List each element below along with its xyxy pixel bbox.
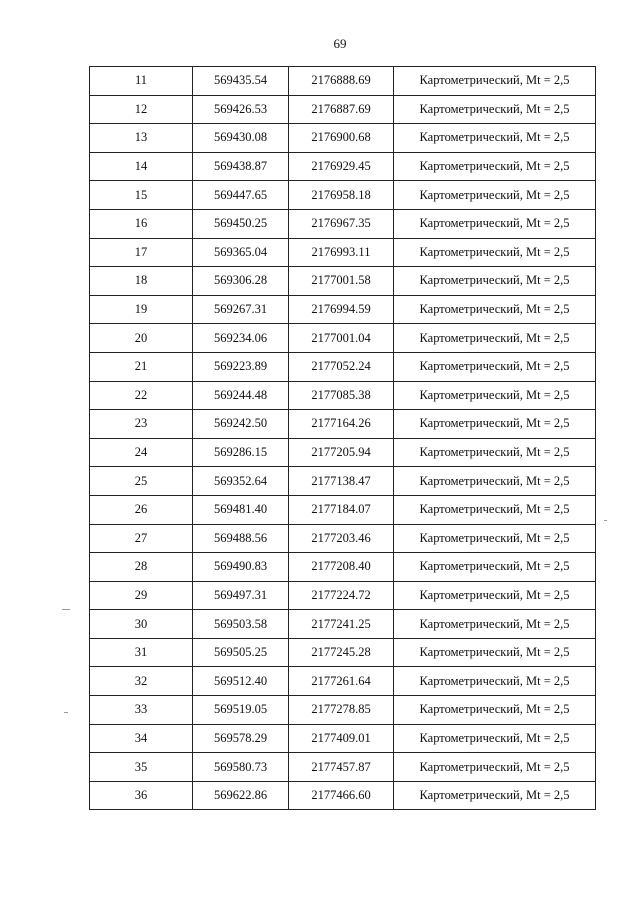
table-row: [90, 724, 596, 753]
method-cell: Картометрический, Mt = 2,5: [394, 324, 596, 353]
method-cell: Картометрический, Mt = 2,5: [394, 696, 596, 725]
point-number-cell: 14: [90, 152, 193, 181]
method-cell: Картометрический, Mt = 2,5: [394, 553, 596, 582]
table-row: [90, 152, 596, 181]
x-coordinate-cell: 569447.65: [193, 181, 289, 210]
y-coordinate-cell: 2176887.69: [289, 95, 394, 124]
x-coordinate-cell: 569306.28: [193, 267, 289, 296]
x-coordinate-cell: 569519.05: [193, 696, 289, 725]
x-coordinate-cell: 569435.54: [193, 67, 289, 96]
y-coordinate-cell: 2177245.28: [289, 638, 394, 667]
table-row: [90, 124, 596, 153]
point-number-cell: 36: [90, 781, 193, 810]
table-row: [90, 381, 596, 410]
table-row: [90, 581, 596, 610]
y-coordinate-cell: 2176900.68: [289, 124, 394, 153]
point-number-cell: 16: [90, 209, 193, 238]
table-row: [90, 467, 596, 496]
point-number-cell: 23: [90, 410, 193, 439]
method-cell: Картометрический, Mt = 2,5: [394, 438, 596, 467]
x-coordinate-cell: 569503.58: [193, 610, 289, 639]
y-coordinate-cell: 2177208.40: [289, 553, 394, 582]
table-row: [90, 667, 596, 696]
point-number-cell: 12: [90, 95, 193, 124]
scan-speck: [604, 520, 607, 521]
x-coordinate-cell: 569580.73: [193, 753, 289, 782]
point-number-cell: 27: [90, 524, 193, 553]
method-cell: Картометрический, Mt = 2,5: [394, 410, 596, 439]
point-number-cell: 22: [90, 381, 193, 410]
method-cell: Картометрический, Mt = 2,5: [394, 638, 596, 667]
y-coordinate-cell: 2177138.47: [289, 467, 394, 496]
x-coordinate-cell: 569481.40: [193, 495, 289, 524]
point-number-cell: 29: [90, 581, 193, 610]
scan-speck: [62, 609, 70, 610]
method-cell: Картометрический, Mt = 2,5: [394, 610, 596, 639]
x-coordinate-cell: 569488.56: [193, 524, 289, 553]
y-coordinate-cell: 2177085.38: [289, 381, 394, 410]
y-coordinate-cell: 2176967.35: [289, 209, 394, 238]
method-cell: Картометрический, Mt = 2,5: [394, 295, 596, 324]
x-coordinate-cell: 569505.25: [193, 638, 289, 667]
point-number-cell: 31: [90, 638, 193, 667]
method-cell: Картометрический, Mt = 2,5: [394, 581, 596, 610]
method-cell: Картометрический, Mt = 2,5: [394, 753, 596, 782]
method-cell: Картометрический, Mt = 2,5: [394, 209, 596, 238]
x-coordinate-cell: 569438.87: [193, 152, 289, 181]
point-number-cell: 32: [90, 667, 193, 696]
point-number-cell: 21: [90, 352, 193, 381]
method-cell: Картометрический, Mt = 2,5: [394, 152, 596, 181]
method-cell: Картометрический, Mt = 2,5: [394, 352, 596, 381]
point-number-cell: 34: [90, 724, 193, 753]
table-row: [90, 696, 596, 725]
point-number-cell: 28: [90, 553, 193, 582]
y-coordinate-cell: 2176958.18: [289, 181, 394, 210]
point-number-cell: 26: [90, 495, 193, 524]
point-number-cell: 13: [90, 124, 193, 153]
table-row: [90, 181, 596, 210]
point-number-cell: 19: [90, 295, 193, 324]
x-coordinate-cell: 569430.08: [193, 124, 289, 153]
point-number-cell: 20: [90, 324, 193, 353]
x-coordinate-cell: 569352.64: [193, 467, 289, 496]
table-row: [90, 524, 596, 553]
method-cell: Картометрический, Mt = 2,5: [394, 781, 596, 810]
method-cell: Картометрический, Mt = 2,5: [394, 724, 596, 753]
method-cell: Картометрический, Mt = 2,5: [394, 267, 596, 296]
table-row: [90, 238, 596, 267]
table-row: [90, 267, 596, 296]
table-row: [90, 438, 596, 467]
point-number-cell: 25: [90, 467, 193, 496]
y-coordinate-cell: 2177241.25: [289, 610, 394, 639]
table-row: [90, 67, 596, 96]
x-coordinate-cell: 569490.83: [193, 553, 289, 582]
x-coordinate-cell: 569512.40: [193, 667, 289, 696]
table-row: [90, 410, 596, 439]
coordinates-table: [89, 66, 596, 810]
table-row: [90, 610, 596, 639]
table-row: [90, 209, 596, 238]
y-coordinate-cell: 2176929.45: [289, 152, 394, 181]
scan-speck: [64, 712, 68, 713]
y-coordinate-cell: 2177203.46: [289, 524, 394, 553]
x-coordinate-cell: 569450.25: [193, 209, 289, 238]
method-cell: Картометрический, Mt = 2,5: [394, 495, 596, 524]
x-coordinate-cell: 569242.50: [193, 410, 289, 439]
method-cell: Картометрический, Mt = 2,5: [394, 181, 596, 210]
table-row: [90, 638, 596, 667]
y-coordinate-cell: 2176994.59: [289, 295, 394, 324]
y-coordinate-cell: 2177164.26: [289, 410, 394, 439]
x-coordinate-cell: 569234.06: [193, 324, 289, 353]
y-coordinate-cell: 2177278.85: [289, 696, 394, 725]
method-cell: Картометрический, Mt = 2,5: [394, 238, 596, 267]
y-coordinate-cell: 2177261.64: [289, 667, 394, 696]
y-coordinate-cell: 2177466.60: [289, 781, 394, 810]
table-row: [90, 352, 596, 381]
y-coordinate-cell: 2176993.11: [289, 238, 394, 267]
point-number-cell: 17: [90, 238, 193, 267]
x-coordinate-cell: 569578.29: [193, 724, 289, 753]
point-number-cell: 18: [90, 267, 193, 296]
y-coordinate-cell: 2177184.07: [289, 495, 394, 524]
table-row: [90, 495, 596, 524]
table-row: [90, 95, 596, 124]
y-coordinate-cell: 2177001.04: [289, 324, 394, 353]
point-number-cell: 33: [90, 696, 193, 725]
x-coordinate-cell: 569286.15: [193, 438, 289, 467]
coordinates-table-body: [90, 67, 596, 810]
table-row: [90, 553, 596, 582]
method-cell: Картометрический, Mt = 2,5: [394, 67, 596, 96]
method-cell: Картометрический, Mt = 2,5: [394, 381, 596, 410]
x-coordinate-cell: 569497.31: [193, 581, 289, 610]
y-coordinate-cell: 2177205.94: [289, 438, 394, 467]
point-number-cell: 24: [90, 438, 193, 467]
y-coordinate-cell: 2177052.24: [289, 352, 394, 381]
y-coordinate-cell: 2177409.01: [289, 724, 394, 753]
method-cell: Картометрический, Mt = 2,5: [394, 467, 596, 496]
table-row: [90, 781, 596, 810]
point-number-cell: 11: [90, 67, 193, 96]
y-coordinate-cell: 2177224.72: [289, 581, 394, 610]
x-coordinate-cell: 569622.86: [193, 781, 289, 810]
page-number: 69: [333, 36, 347, 51]
method-cell: Картометрический, Mt = 2,5: [394, 124, 596, 153]
table-row: [90, 753, 596, 782]
method-cell: Картометрический, Mt = 2,5: [394, 95, 596, 124]
point-number-cell: 35: [90, 753, 193, 782]
x-coordinate-cell: 569365.04: [193, 238, 289, 267]
x-coordinate-cell: 569426.53: [193, 95, 289, 124]
x-coordinate-cell: 569223.89: [193, 352, 289, 381]
point-number-cell: 15: [90, 181, 193, 210]
method-cell: Картометрический, Mt = 2,5: [394, 524, 596, 553]
table-row: [90, 324, 596, 353]
y-coordinate-cell: 2176888.69: [289, 67, 394, 96]
method-cell: Картометрический, Mt = 2,5: [394, 667, 596, 696]
point-number-cell: 30: [90, 610, 193, 639]
y-coordinate-cell: 2177001.58: [289, 267, 394, 296]
x-coordinate-cell: 569244.48: [193, 381, 289, 410]
table-row: [90, 295, 596, 324]
y-coordinate-cell: 2177457.87: [289, 753, 394, 782]
x-coordinate-cell: 569267.31: [193, 295, 289, 324]
